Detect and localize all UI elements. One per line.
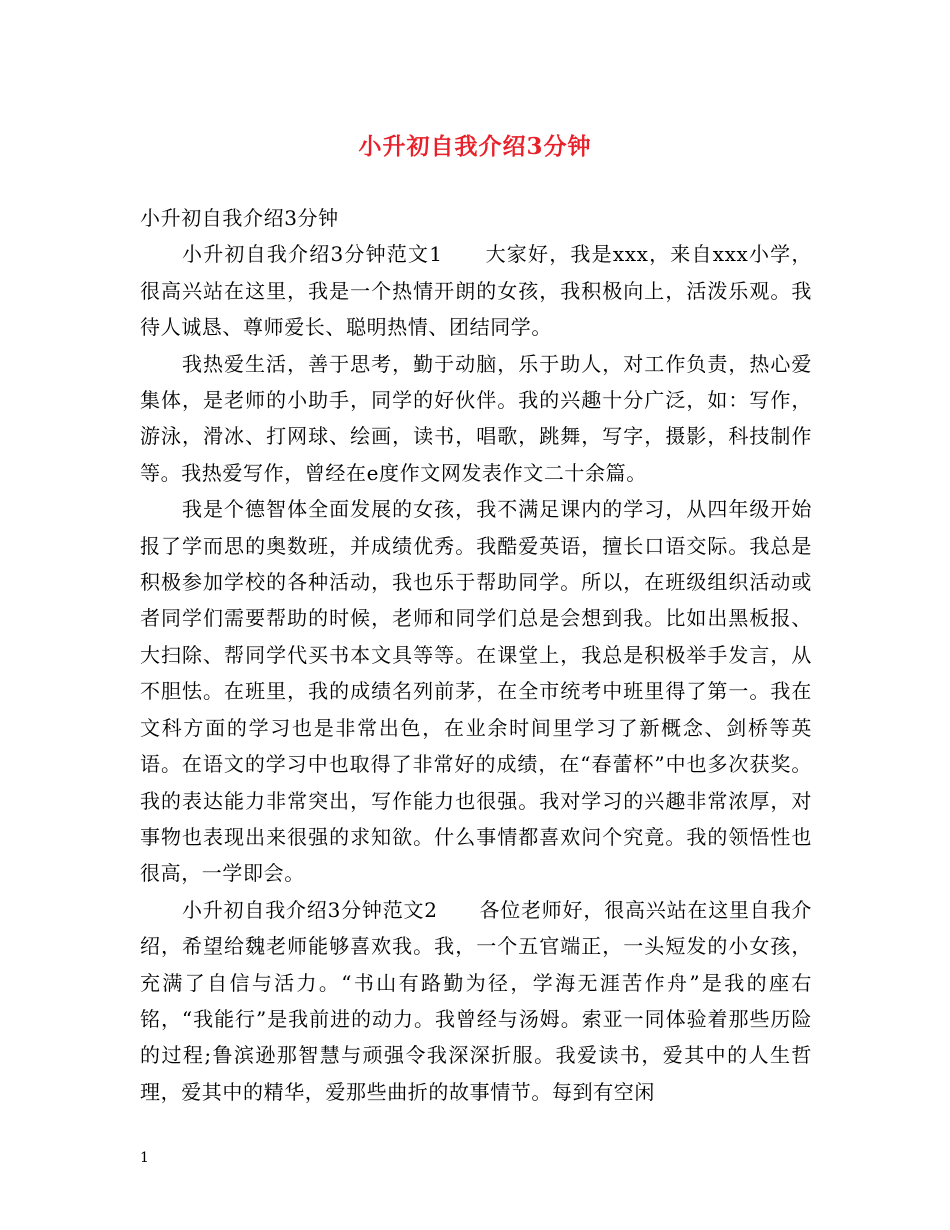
paragraph-3: 我是个德智体全面发展的女孩，我不满足课内的学习，从四年级开始报了学而思的奥数班，并成绩优秀。我酷爱英语，擅长口语交际。我总是积极参加学校的各种活动，我也乐于帮助同学。所以，在班级组织活动或者同学们需要帮助的时候，老师和同学们总是会想到我。比如出黑板报、大扫除、帮同学代买书本文具等等。在课堂上，我总是积极举手发言，从不胆怯。在班里，我的成绩名列前茅，在全市统考中班里得了第一。我在文科方面的学习也是非常出色，在业余时间里学习了新概念、剑桥等英语。在语文的学习中也取得了非常好的成绩，在“春蕾杯”中也多次获奖。我的表达能力非常突出，写作能力也很强。我对学习的兴趣非常浓厚，对事物也表现出来很强的求知欲。什么事情都喜欢问个究竟。我的领悟性也很高，一学即会。 xyxy=(140,497,812,886)
document-subtitle: 小升初自我介绍3分钟 xyxy=(140,206,339,230)
paragraph-2: 我热爱生活，善于思考，勤于动脑，乐于助人，对工作负责，热心爱集体，是老师的小助手，同学的好伙伴。我的兴趣十分广泛，如：写作，游泳，滑冰、打网球、绘画，读书，唱歌，跳舞，写字，摄影，科技制作等。我热爱写作，曾经在e度作文网发表作文二十余篇。 xyxy=(140,351,812,485)
paragraph-4: 小升初自我介绍3分钟范文2 各位老师好，很高兴站在这里自我介绍，希望给魏老师能够喜欢我。我，一个五官端正，一头短发的小女孩，充满了自信与活力。“书山有路勤为径，学海无涯苦作舟”是我的座右铭，“我能行”是我前进的动力。我曾经与汤姆。索亚一同体验着那些历险的过程;鲁滨逊那智慧与顽强令我深深折服。我爱读书，爱其中的人生哲理，爱其中的精华，爱那些曲折的故事情节。每到有空闲 xyxy=(140,897,812,1104)
document-body xyxy=(140,200,812,1110)
paragraph-1: 小升初自我介绍3分钟范文1 大家好，我是xxx，来自xxx小学，很高兴站在这里，我是一个热情开朗的女孩，我积极向上，活泼乐观。我待人诚恳、尊师爱长、聪明热情、团结同学。 xyxy=(140,242,812,340)
document-title: 小升初自我介绍3分钟 xyxy=(358,133,592,160)
page-number: 1 xyxy=(140,1150,149,1166)
